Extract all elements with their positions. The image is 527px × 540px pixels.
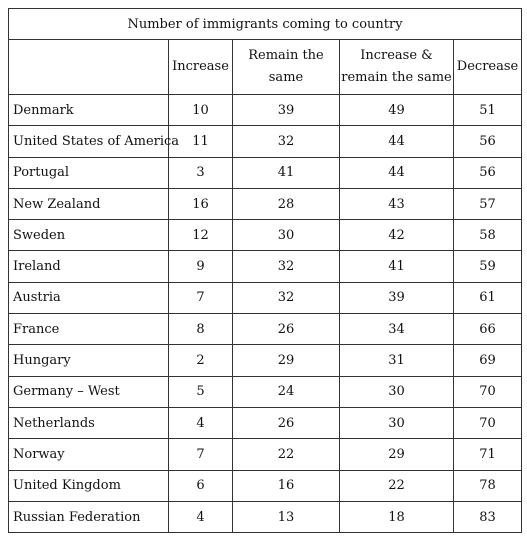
column-header-row bbox=[9, 40, 522, 95]
increase-cell: 12 bbox=[169, 220, 233, 251]
remain-cell: 32 bbox=[233, 251, 340, 282]
column-header-increase: Increase bbox=[169, 40, 233, 95]
column-header-country bbox=[9, 40, 169, 95]
increase-remain-cell: 31 bbox=[340, 345, 454, 376]
country-cell: Sweden bbox=[9, 220, 169, 251]
table-row bbox=[9, 126, 522, 157]
table-row bbox=[9, 407, 522, 438]
increase-remain-cell: 34 bbox=[340, 314, 454, 345]
increase-remain-cell: 44 bbox=[340, 126, 454, 157]
decrease-cell: 66 bbox=[454, 314, 522, 345]
increase-cell: 7 bbox=[169, 439, 233, 470]
remain-cell: 26 bbox=[233, 407, 340, 438]
decrease-cell: 83 bbox=[454, 501, 522, 532]
increase-cell: 6 bbox=[169, 470, 233, 501]
increase-cell: 3 bbox=[169, 157, 233, 188]
table-row bbox=[9, 376, 522, 407]
table-row bbox=[9, 314, 522, 345]
table-row bbox=[9, 501, 522, 532]
country-cell: Norway bbox=[9, 439, 169, 470]
table-row bbox=[9, 157, 522, 188]
table-container bbox=[8, 8, 522, 533]
country-cell: Ireland bbox=[9, 251, 169, 282]
increase-remain-cell: 42 bbox=[340, 220, 454, 251]
remain-cell: 32 bbox=[233, 282, 340, 313]
increase-remain-cell: 29 bbox=[340, 439, 454, 470]
decrease-cell: 78 bbox=[454, 470, 522, 501]
increase-cell: 2 bbox=[169, 345, 233, 376]
decrease-cell: 61 bbox=[454, 282, 522, 313]
country-cell: Denmark bbox=[9, 95, 169, 126]
immigration-table bbox=[8, 8, 522, 533]
table-row bbox=[9, 251, 522, 282]
increase-remain-cell: 44 bbox=[340, 157, 454, 188]
increase-remain-cell: 49 bbox=[340, 95, 454, 126]
decrease-cell: 57 bbox=[454, 188, 522, 219]
increase-remain-cell: 39 bbox=[340, 282, 454, 313]
remain-cell: 41 bbox=[233, 157, 340, 188]
table-title-row bbox=[9, 9, 522, 40]
country-cell: Germany – West bbox=[9, 376, 169, 407]
increase-cell: 4 bbox=[169, 407, 233, 438]
country-cell: Hungary bbox=[9, 345, 169, 376]
country-cell: Russian Federation bbox=[9, 501, 169, 532]
table-row bbox=[9, 220, 522, 251]
column-header-remain: Remain the same bbox=[233, 40, 340, 95]
decrease-cell: 58 bbox=[454, 220, 522, 251]
country-cell: Austria bbox=[9, 282, 169, 313]
table-row bbox=[9, 439, 522, 470]
decrease-cell: 70 bbox=[454, 407, 522, 438]
remain-cell: 16 bbox=[233, 470, 340, 501]
decrease-cell: 71 bbox=[454, 439, 522, 470]
country-cell: France bbox=[9, 314, 169, 345]
remain-cell: 13 bbox=[233, 501, 340, 532]
remain-cell: 39 bbox=[233, 95, 340, 126]
increase-cell: 4 bbox=[169, 501, 233, 532]
table-row bbox=[9, 345, 522, 376]
column-header-decrease: Decrease bbox=[454, 40, 522, 95]
table-row bbox=[9, 95, 522, 126]
increase-remain-cell: 22 bbox=[340, 470, 454, 501]
remain-cell: 22 bbox=[233, 439, 340, 470]
decrease-cell: 59 bbox=[454, 251, 522, 282]
increase-remain-cell: 30 bbox=[340, 376, 454, 407]
remain-cell: 24 bbox=[233, 376, 340, 407]
increase-remain-cell: 43 bbox=[340, 188, 454, 219]
country-cell: Netherlands bbox=[9, 407, 169, 438]
column-header-increase-remain bbox=[340, 40, 454, 95]
increase-cell: 5 bbox=[169, 376, 233, 407]
table-title: Number of immigrants coming to country bbox=[9, 9, 522, 40]
decrease-cell: 51 bbox=[454, 95, 522, 126]
remain-cell: 29 bbox=[233, 345, 340, 376]
increase-cell: 9 bbox=[169, 251, 233, 282]
decrease-cell: 56 bbox=[454, 126, 522, 157]
country-cell: New Zealand bbox=[9, 188, 169, 219]
increase-remain-cell: 30 bbox=[340, 407, 454, 438]
table-row bbox=[9, 470, 522, 501]
country-cell: Portugal bbox=[9, 157, 169, 188]
increase-remain-cell: 41 bbox=[340, 251, 454, 282]
decrease-cell: 56 bbox=[454, 157, 522, 188]
table-row bbox=[9, 282, 522, 313]
column-header-increase-remain-line-2: remain the same bbox=[341, 70, 452, 85]
increase-cell: 16 bbox=[169, 188, 233, 219]
increase-cell: 8 bbox=[169, 314, 233, 345]
column-header-increase-remain-line-1: Increase & bbox=[360, 48, 433, 63]
increase-cell: 7 bbox=[169, 282, 233, 313]
increase-remain-cell: 18 bbox=[340, 501, 454, 532]
remain-cell: 26 bbox=[233, 314, 340, 345]
decrease-cell: 69 bbox=[454, 345, 522, 376]
remain-cell: 30 bbox=[233, 220, 340, 251]
table-row bbox=[9, 188, 522, 219]
country-cell: United States of America bbox=[9, 126, 169, 157]
remain-cell: 32 bbox=[233, 126, 340, 157]
table-body bbox=[9, 95, 522, 533]
increase-cell: 10 bbox=[169, 95, 233, 126]
country-cell: United Kingdom bbox=[9, 470, 169, 501]
remain-cell: 28 bbox=[233, 188, 340, 219]
increase-cell: 11 bbox=[169, 126, 233, 157]
decrease-cell: 70 bbox=[454, 376, 522, 407]
